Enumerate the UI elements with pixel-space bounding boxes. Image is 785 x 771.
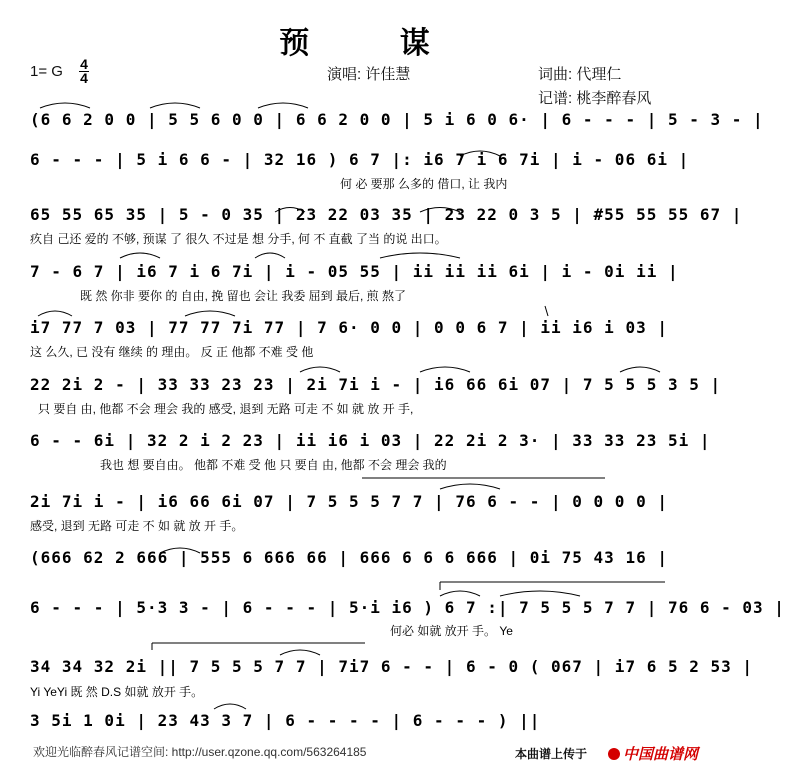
score-line-12: 3 5i 1 0i | 23 43 3 7 | 6 - - - - | 6 - - - ) || — [30, 711, 541, 730]
score-line-3: 65 55 65 35 | 5 - 0 35 | 23 22 03 35 | 23 22 0 3 5 | #55 55 55 67 | — [30, 205, 743, 224]
lyrics-line-6: 只 要自 由, 他都 不会 理会 我的 感受, 退到 无路 可走 不 如 就 放 开 手, — [38, 402, 414, 416]
score-line-7: 6 - - 6i | 32 2 i 2 23 | ii i6 i 03 | 22 2i 2 3· | 33 33 23 5i | — [30, 431, 711, 450]
lyrics-line-2: 何 必 要那 么多的 借口, 让 我内 — [340, 177, 508, 191]
score-line-5: i7 77 7 03 | 77 77 7i 77 | 7 6· 0 0 | 0 0 6 7 | ii i6 i 03 | — [30, 318, 668, 337]
score-line-10: 6 - - - | 5·3 3 - | 6 - - - | 5·i i6 ) 6 7 :| 7 5 5 5 7 7 | 76 6 - 03 | — [30, 598, 785, 617]
site-logo-icon — [608, 748, 620, 760]
lyrics-line-4: 既 然 你非 要你 的 自由, 挽 留也 会让 我委 屈到 最后, 煎 熬了 — [80, 289, 407, 303]
lyrics-line-11: Yi YeYi 既 然 D.S 如就 放开 手。 — [30, 685, 204, 699]
lyrics-line-8: 感受, 退到 无路 可走 不 如 就 放 开 手。 — [30, 519, 244, 533]
time-signature-top: 4 — [80, 56, 88, 72]
score-line-9: (666 62 2 666 | 555 6 666 66 | 666 6 6 6 666 | 0i 75 43 16 | — [30, 548, 668, 567]
upload-notice: 本曲谱上传于 — [515, 747, 588, 761]
score-line-4: 7 - 6 7 | i6 7 i 6 7i | i - 05 55 | ii ii ii 6i | i - 0i ii | — [30, 262, 679, 281]
score-line-11: 34 34 32 2i || 7 5 5 5 7 7 | 7i7 6 - - | 6 - 0 ( 067 | i7 6 5 2 53 | — [30, 657, 754, 676]
singer-credit: 演唱: 许佳慧 — [327, 66, 411, 83]
site-logo-text: 中国曲谱网 — [623, 746, 699, 763]
score-line-8: 2i 7i i - | i6 66 6i 07 | 7 5 5 5 7 7 | 76 6 - - | 0 0 0 0 | — [30, 492, 668, 511]
lyrics-line-10: 何必 如就 放开 手。 Ye — [390, 624, 513, 638]
key-signature: 1= G — [30, 63, 63, 80]
lyrics-line-5: 这 么久, 已 没有 继续 的 理由。 反 正 他都 不难 受 他 — [30, 345, 314, 359]
score-line-1: (6 6 2 0 0 | 5 5 6 0 0 | 6 6 2 0 0 | 5 i 6 0 6· | 6 - - - | 5 - 3 - | — [30, 110, 764, 129]
song-title: 预 谋 — [279, 26, 470, 61]
score-line-2: 6 - - - | 5 i 6 6 - | 32 16 ) 6 7 |: i6 7 i 6 7i | i - 06 6i | — [30, 150, 690, 169]
time-signature-bottom: 4 — [80, 70, 88, 86]
transcriber-credit: 记谱: 桃李醉春风 — [538, 90, 652, 107]
composer-credit: 词曲: 代理仁 — [538, 66, 622, 83]
lyrics-line-7: 我也 想 要自由。 他都 不难 受 他 只 要自 由, 他都 不会 理会 我的 — [100, 458, 447, 472]
lyrics-line-3: 疚自 己还 爱的 不够, 预谋 了 很久 不过是 想 分手, 何 不 直截 了当 的说 出口。 — [30, 232, 447, 246]
visit-notice: 欢迎光临醉春风记谱空间: http://user.qzone.qq.com/563264185 — [33, 745, 367, 759]
score-line-6: 22 2i 2 - | 33 33 23 23 | 2i 7i i - | i6 66 6i 07 | 7 5 5 5 3 5 | — [30, 375, 722, 394]
site-logo — [608, 743, 698, 764]
